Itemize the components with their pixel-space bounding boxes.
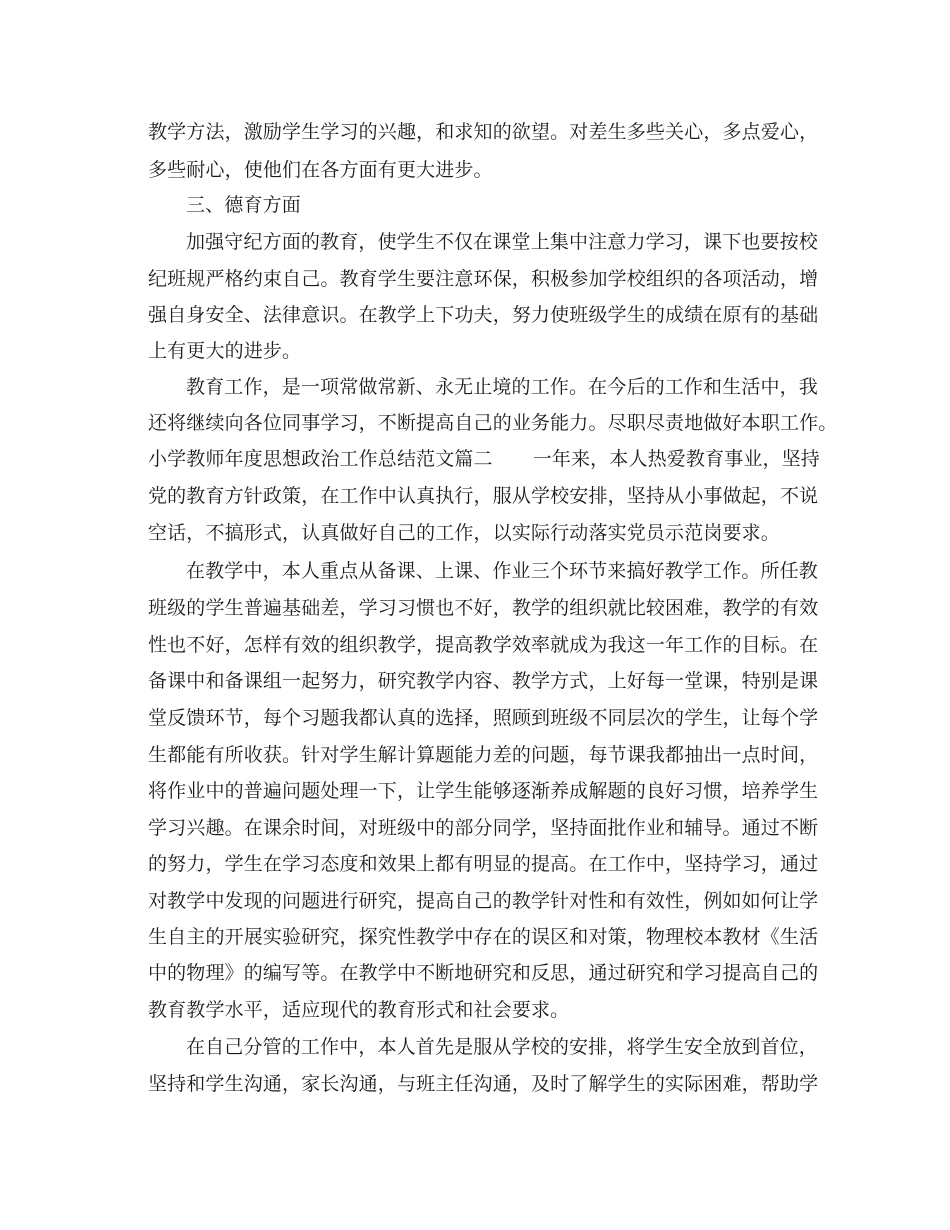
text-line: 的努力，学生在学习态度和效果上都有明显的提高。在工作中，坚持学习，通过 <box>148 853 819 875</box>
text-line: 纪班规严格约束自己。教育学生要注意环保，积极参加学校组织的各项活动，增 <box>148 268 819 290</box>
text-line: 上有更大的进步。 <box>148 340 302 362</box>
text-line: 生自主的开展实验研究，探究性教学中存在的误区和对策，物理校本教材《生活 <box>148 926 819 948</box>
text-line: 将作业中的普遍问题处理一下，让学生能够逐渐养成解题的良好习惯，培养学生 <box>148 780 819 802</box>
text-line: 堂反馈环节，每个习题我都认真的选择，照顾到班级不同层次的学生，让每个学 <box>148 707 819 729</box>
section-heading: 三、德育方面 <box>186 194 301 216</box>
text-line: 中的物理》的编写等。在教学中不断地研究和反思，通过研究和学习提高自己的 <box>148 962 819 984</box>
text-line: 性也不好，怎样有效的组织教学，提高教学效率就成为我这一年工作的目标。在 <box>148 634 819 656</box>
text-line: 在自己分管的工作中，本人首先是服从学校的安排，将学生安全放到首位， <box>186 1036 818 1058</box>
text-line: 在教学中，本人重点从备课、上课、作业三个环节来搞好教学工作。所任教 <box>186 560 818 582</box>
text-line: 强自身安全、法律意识。在教学上下功夫，努力使班级学生的成绩在原有的基础 <box>148 304 819 326</box>
text-line: 还将继续向各位同事学习，不断提高自己的业务能力。尽职尽责地做好本职工作。 <box>148 412 838 434</box>
text-line: 教学方法，激励学生学习的兴趣，和求知的欲望。对差生多些关心，多点爱心， <box>148 121 819 143</box>
title-continuation: 一年来，本人热爱教育事业，坚持 <box>532 448 820 470</box>
text-line: 多些耐心，使他们在各方面有更大进步。 <box>148 159 493 181</box>
text-line: 空话，不搞形式，认真做好自己的工作，以实际行动落实党员示范岗要求。 <box>148 522 780 544</box>
text-line: 加强守纪方面的教育，使学生不仅在课堂上集中注意力学习，课下也要按校 <box>186 231 818 253</box>
text-line: 生都能有所收获。针对学生解计算题能力差的问题，每节课我都抽出一点时间， <box>148 744 819 766</box>
document-title: 小学教师年度思想政治工作总结范文篇二 <box>148 448 493 470</box>
text-line: 教育教学水平，适应现代的教育形式和社会要求。 <box>148 999 570 1021</box>
text-line: 坚持和学生沟通，家长沟通，与班主任沟通，及时了解学生的实际困难，帮助学 <box>148 1073 819 1095</box>
text-line: 学习兴趣。在课余时间，对班级中的部分同学，坚持面批作业和辅导。通过不断 <box>148 817 819 839</box>
text-line: 对教学中发现的问题进行研究，提高自己的教学针对性和有效性，例如如何让学 <box>148 890 819 912</box>
text-line: 党的教育方针政策，在工作中认真执行，服从学校安排，坚持从小事做起，不说 <box>148 485 819 507</box>
text-line: 备课中和备课组一起努力，研究教学内容、教学方式，上好每一堂课，特别是课 <box>148 670 819 692</box>
text-line: 教育工作，是一项常做常新、永无止境的工作。在今后的工作和生活中，我 <box>186 376 818 398</box>
text-line: 班级的学生普遍基础差，学习习惯也不好，教学的组织就比较困难，教学的有效 <box>148 597 819 619</box>
title-line <box>148 444 820 474</box>
